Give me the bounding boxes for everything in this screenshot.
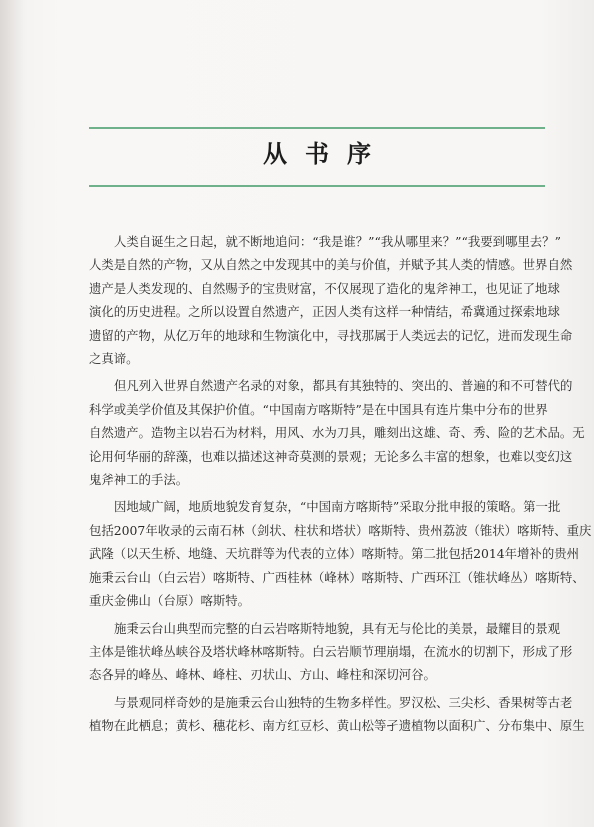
text-line: 人类自诞生之日起，就不断地追问：“我是谁？”“我从哪里来？”“我要到哪里去？”: [114, 234, 561, 249]
text-line: 演化的历史进程。之所以设置自然遗产，正因人类有这样一种情结，希冀通过探索地球: [89, 304, 560, 320]
page-title: 从书序: [263, 139, 389, 168]
text-line: 重庆金佛山（台原）喀斯特。: [89, 593, 251, 609]
text-line: 施秉云台山典型而完整的白云岩喀斯特地貌，具有无与伦比的美景，最耀目的景观: [114, 620, 561, 636]
text-line: 科学或美学价值及其保护价值。“中国南方喀斯特”是在中国具有连片集中分布的世界: [89, 401, 548, 417]
text-line: 因地域广阔，地质地貌发育复杂，“中国南方喀斯特”采取分批申报的策略。第一批: [114, 499, 561, 515]
title-rule-top: [89, 127, 545, 129]
text-line: 态各异的峰丛、峰林、峰柱、刃状山、方山、峰柱和深切河谷。: [89, 667, 436, 683]
text-line: 自然遗产。造物主以岩石为材料，用风、水为刀具，雕刻出这雄、奇、秀、险的艺术品。无: [89, 425, 585, 441]
text-line: 与景观同样奇妙的是施秉云台山独特的生物多样性。罗汉松、三尖杉、香果树等古老: [114, 694, 573, 710]
paragraph-3: [89, 495, 592, 612]
text-line: 人类是自然的产物，又从自然之中发现其中的美与价值，并赋予其人类的情感。世界自然: [89, 257, 573, 273]
text-line: 之真谛。: [89, 351, 139, 367]
title-rule-bottom: [89, 185, 545, 187]
text-line: 武隆（以天生桥、地缝、天坑群等为代表的立体）喀斯特。第二批包括2014年增补的贵州: [89, 546, 579, 562]
text-line: 但凡列入世界自然遗产名录的对象，都具有其独特的、突出的、普遍的和不可替代的: [114, 378, 573, 394]
paragraph-4: [89, 617, 573, 687]
text-line: 植物在此栖息；黄杉、穗花杉、南方红豆杉、黄山松等孑遗植物以面积广、分布集中、原生: [89, 718, 585, 734]
text-line: 遗留的产物，从亿万年的地球和生物演化中，寻找那属于人类远去的记忆，进而发现生命: [89, 327, 573, 343]
preface-body: [89, 230, 592, 742]
text-line: 遗产是人类发现的、自然赐予的宝贵财富，不仅展现了造化的鬼斧神工，也见证了地球: [89, 280, 560, 296]
text-line: 鬼斧神工的手法。: [89, 472, 189, 488]
paragraph-1: [89, 230, 573, 370]
text-line: 包括2007年收录的云南石林（剑状、柱状和塔状）喀斯特、贵州荔波（锥状）喀斯特、重庆: [89, 522, 592, 538]
text-line: 论用何华丽的辞藻，也难以描述这神奇莫测的景观；无论多么丰富的想象，也难以变幻这: [89, 448, 573, 464]
spine-shadow: [0, 0, 24, 827]
text-line: 施秉云台山（白云岩）喀斯特、广西桂林（峰林）喀斯特、广西环江（锥状峰丛）喀斯特、: [89, 569, 585, 585]
paragraph-2: [89, 374, 585, 491]
paragraph-5: [89, 691, 585, 738]
text-line: 主体是锥状峰丛峡谷及塔状峰林喀斯特。白云岩顺节理崩塌，在流水的切割下，形成了形: [89, 643, 573, 659]
